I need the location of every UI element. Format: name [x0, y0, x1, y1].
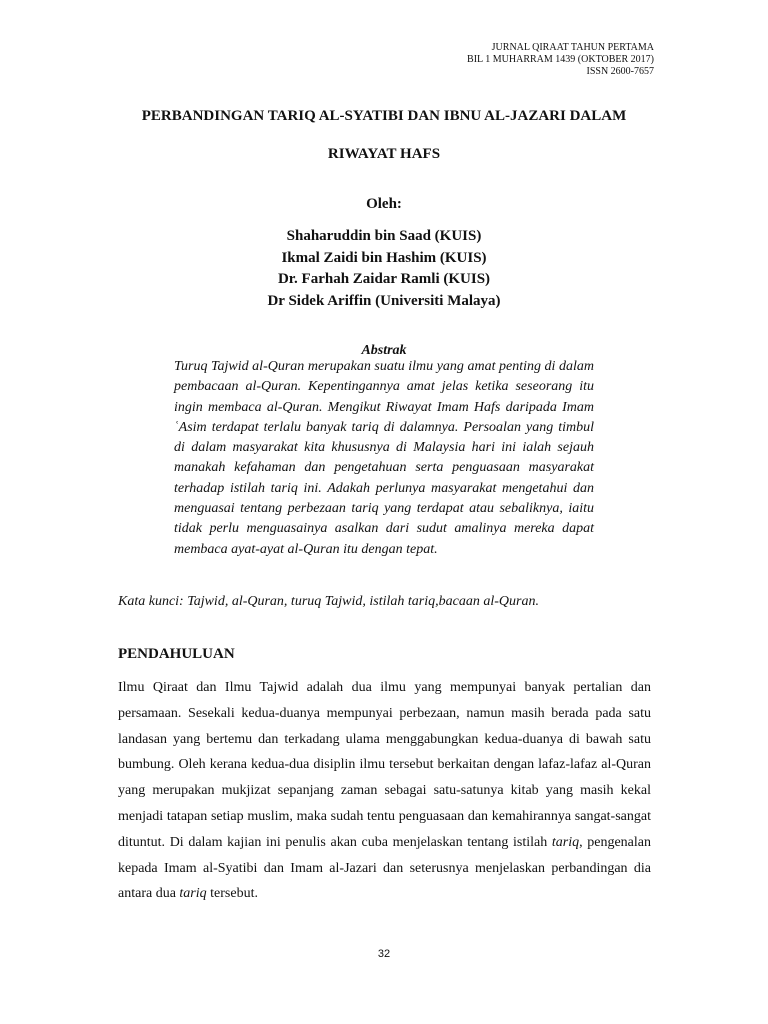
author-name: Ikmal Zaidi bin Hashim (KUIS) — [281, 249, 487, 266]
paper-title-line-2: RIWAYAT HAFS — [327, 146, 441, 162]
issn: ISSN 2600-7657 — [586, 66, 654, 77]
author-name: Dr. Farhah Zaidar Ramli (KUIS) — [277, 271, 491, 287]
paragraph-text: tersebut. — [206, 886, 258, 902]
paragraph-text: , pengenalan kepada Imam al-Syatibi dan Imam al-Jazari dan seterusnya menjelaskan perbandingan dia antara dua — [118, 834, 652, 902]
author-list — [0, 226, 768, 312]
keywords: Kata kunci: Tajwid, al-Quran, turuq Tajwid, istilah tariq,bacaan al-Quran. — [118, 594, 539, 609]
page-number: 32 — [377, 948, 391, 960]
journal-name: JURNAL QIRAAT TAHUN PERTAMA — [491, 42, 654, 53]
issue-info: BIL 1 MUHARRAM 1439 (OKTOBER 2017) — [467, 54, 654, 65]
author-name: Dr Sidek Ariffin (Universiti Malaya) — [267, 292, 501, 309]
running-header — [467, 42, 654, 78]
author-name: Shaharuddin bin Saad (KUIS) — [286, 228, 482, 244]
abstract-heading: Abstrak — [361, 343, 407, 358]
section-heading: PENDAHULUAN — [118, 646, 235, 662]
paper-title-line-1: PERBANDINGAN TARIQ AL-SYATIBI DAN IBNU AL-JAZARI DALAM — [141, 108, 627, 124]
term-tariq: tariq — [179, 886, 207, 902]
byline-label: Oleh: — [366, 196, 402, 212]
term-tariq: tariq — [551, 834, 580, 850]
abstract-text: Turuq Tajwid al-Quran merupakan suatu ilmu yang amat penting di dalam pembacaan al-Quran. Kepentingannya amat jelas ketika seseorang itu ingin membaca al-Quran. Mengikut Riwayat Imam Hafs daripada Imam ʿAsim terdapat terlalu banyak tariq di dalamnya. Persoalan yang timbul di dalam masyarakat kita khususnya di Malaysia hari ini ialah sejauh manakah kefahaman dan pengetahuan serta penguasaan masyarakat terhadap istilah tariq ini. Adakah perlunya masyarakat mengetahui dan menguasai tentang perbezaan tariq yang terdapat atau sebaliknya, iaitu tidak perlu menguasainya asalkan dari sudut amalinya mereka dapat membaca ayat-ayat al-Quran itu dengan tepat. — [174, 359, 594, 557]
paragraph-text: Ilmu Qiraat dan Ilmu Tajwid adalah dua ilmu yang mempunyai banyak pertalian dan persamaan. Sesekali kedua-duanya mempunyai perbezaan, namun masih berada pada satu landasan yang bertemu dan terkadang ulama menggabungkan kedua-duanya di bawah satu bumbung. Oleh kerana kedua-dua disiplin ilmu tersebut berkaitan dengan lafaz-lafaz al-Quran yang merupakan mukjizat sepanjang zaman sebagai satu-satunya kitab yang masih kekal menjadi tatapan setiap muslim, maka sudah tentu penguasaan dan kemahirannya sangat-sangat dituntut. Di dalam kajian ini penulis akan cuba menjelaskan tentang istilah — [118, 680, 651, 850]
intro-paragraph — [118, 675, 651, 907]
